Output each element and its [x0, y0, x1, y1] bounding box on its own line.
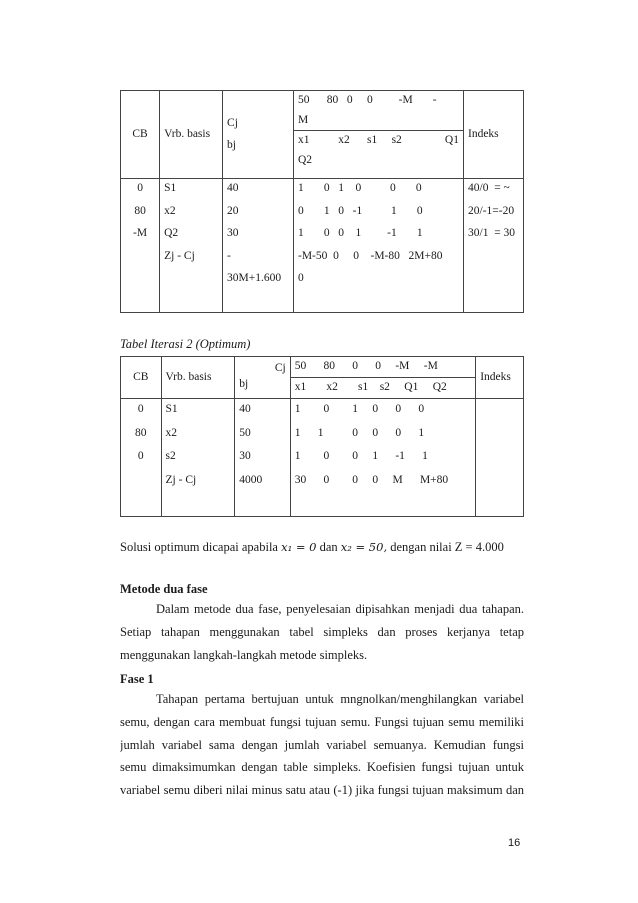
paragraph-metode-dua-fase [120, 598, 524, 666]
indeks-column [464, 179, 524, 313]
variable-names: x1 x2 s1 s2 Q1 [297, 134, 459, 146]
paragraph-line: Tahapan pertama bertujuan untuk mngnolkan/menghilangkan variabel [156, 692, 524, 706]
b-value: 30M+1.600 [227, 272, 282, 284]
header-cj-bj [235, 357, 290, 399]
optimum-solution-line [120, 540, 504, 555]
table-caption: Tabel Iterasi 2 (Optimum) [120, 337, 251, 351]
cb-column [121, 399, 162, 517]
coefficient-body-row: 0 [297, 272, 304, 284]
b-value: 4000 [239, 473, 263, 486]
solution-prefix: Solusi optimum dicapai apabila [120, 540, 278, 554]
coefficient-body [293, 179, 463, 313]
basis-value: S1 [164, 182, 177, 194]
cb-value: -M [133, 227, 148, 239]
page-number: 16 [508, 837, 521, 849]
header-variable-basis: Vrb. basis [161, 357, 235, 399]
paragraph-line: semu dimaksimumkan dengan table simpleks. Koefisien fungsi tujuan untuk [120, 760, 524, 775]
header-coefficients [290, 357, 475, 399]
indeks-value: 30/1 = 30 [468, 227, 516, 239]
simplex-table-iteration-1 [120, 90, 524, 313]
header-indeks: Indeks [464, 91, 524, 179]
basis-column [160, 179, 223, 313]
header-cb: CB [121, 357, 162, 399]
coefficient-body-row: 1 0 0 1 -1 1 [294, 450, 428, 462]
coefficient-body [290, 399, 475, 517]
header-cj: Cj [274, 362, 286, 374]
header-cj: Cj [227, 116, 238, 129]
basis-value: Zj - Cj [165, 473, 197, 486]
header-indeks: Indeks [476, 357, 524, 399]
coefficient-body-row: 1 1 0 0 0 1 [294, 426, 425, 439]
coefficient-body-row: 1 0 0 1 -1 1 [297, 227, 423, 239]
header-coefficients [293, 91, 463, 179]
paragraph-line: Dalam metode dua fase, penyelesaian dipisahkan menjadi dua tahapan. [156, 602, 524, 616]
cb-value: 0 [137, 403, 144, 415]
section-heading-fase-1: Fase 1 [120, 672, 154, 686]
cb-value: 0 [137, 450, 144, 462]
solution-x2: x₂ = 50, [340, 540, 388, 554]
header-cj-bj [223, 91, 294, 179]
cb-value [125, 475, 157, 499]
coefficient-values: 50 80 0 0 -M - [297, 94, 437, 106]
coefficient-body-row: 1 0 1 0 0 0 [294, 403, 425, 415]
basis-value: x2 [165, 426, 178, 439]
coefficient-body-row: 1 0 1 0 0 0 [297, 182, 422, 194]
coefficient-values: 50 80 0 0 -M -M [291, 357, 475, 378]
b-value: 40 [227, 182, 239, 194]
cb-value: 80 [135, 426, 147, 439]
b-value: 20 [227, 204, 239, 217]
basis-value: S1 [165, 403, 178, 415]
solution-suffix: dengan nilai Z = 4.000 [390, 540, 504, 554]
indeks-column [476, 399, 524, 517]
paragraph-line: variabel semu diberi nilai minus satu atau (-1) jika fungsi tujuan maksimum dan [120, 783, 524, 798]
solution-conjunction: dan [319, 540, 338, 554]
b-value: 30 [227, 227, 239, 239]
variable-row [294, 131, 463, 167]
indeks-value: 40/0 = ~ [468, 182, 510, 194]
paragraph-line: Setiap tahapan menggunakan tabel simpleks dan proses kerjanya tetap [120, 624, 524, 639]
basis-value: Zj - Cj [164, 249, 195, 262]
paragraph-line: jumlah variabel sama dengan jumlah variabel semuanya. Kemudian fungsi [120, 737, 524, 752]
cb-value [125, 251, 155, 274]
coefficient-row [294, 91, 463, 131]
variable-names-wrap: Q2 [297, 154, 313, 166]
b-value: 50 [239, 426, 251, 439]
solution-x1: x₁ = 0 [281, 540, 317, 554]
basis-column [161, 399, 235, 517]
b-value: - [227, 249, 231, 262]
section-heading-metode-dua-fase: Metode dua fase [120, 582, 208, 596]
basis-value: s2 [165, 450, 176, 462]
header-bj: bj [239, 378, 249, 390]
paragraph-fase-1 [120, 688, 524, 802]
basis-value: x2 [164, 204, 176, 217]
coefficient-body-row: 0 1 0 -1 1 0 [297, 204, 423, 217]
b-column [223, 179, 294, 313]
variable-names: x1 x2 s1 s2 Q1 Q2 [294, 381, 447, 393]
paragraph-line: semu, dengan cara membuat fungsi tujuan semu. Fungsi tujuan semu memiliki [120, 714, 524, 729]
indeks-value: 20/-1=-20 [468, 204, 515, 217]
b-column [235, 399, 290, 517]
coefficient-body-row: 30 0 0 0 M M+80 [294, 473, 449, 486]
cb-column [121, 179, 160, 313]
paragraph-line: menggunakan langkah-langkah metode simpleks. [120, 647, 368, 662]
header-variable-basis: Vrb. basis [160, 91, 223, 179]
simplex-table-iteration-2 [120, 356, 524, 517]
header-bj: bj [227, 138, 236, 151]
b-value: 30 [239, 450, 251, 462]
basis-value: Q2 [164, 227, 179, 239]
b-value: 40 [239, 403, 251, 415]
coefficient-body-row: -M-50 0 0 -M-80 2M+80 [297, 249, 443, 262]
header-cb: CB [121, 91, 160, 179]
cb-value: 0 [137, 182, 143, 194]
coefficient-values-wrap: M [297, 114, 309, 126]
cb-value: 80 [134, 204, 146, 217]
